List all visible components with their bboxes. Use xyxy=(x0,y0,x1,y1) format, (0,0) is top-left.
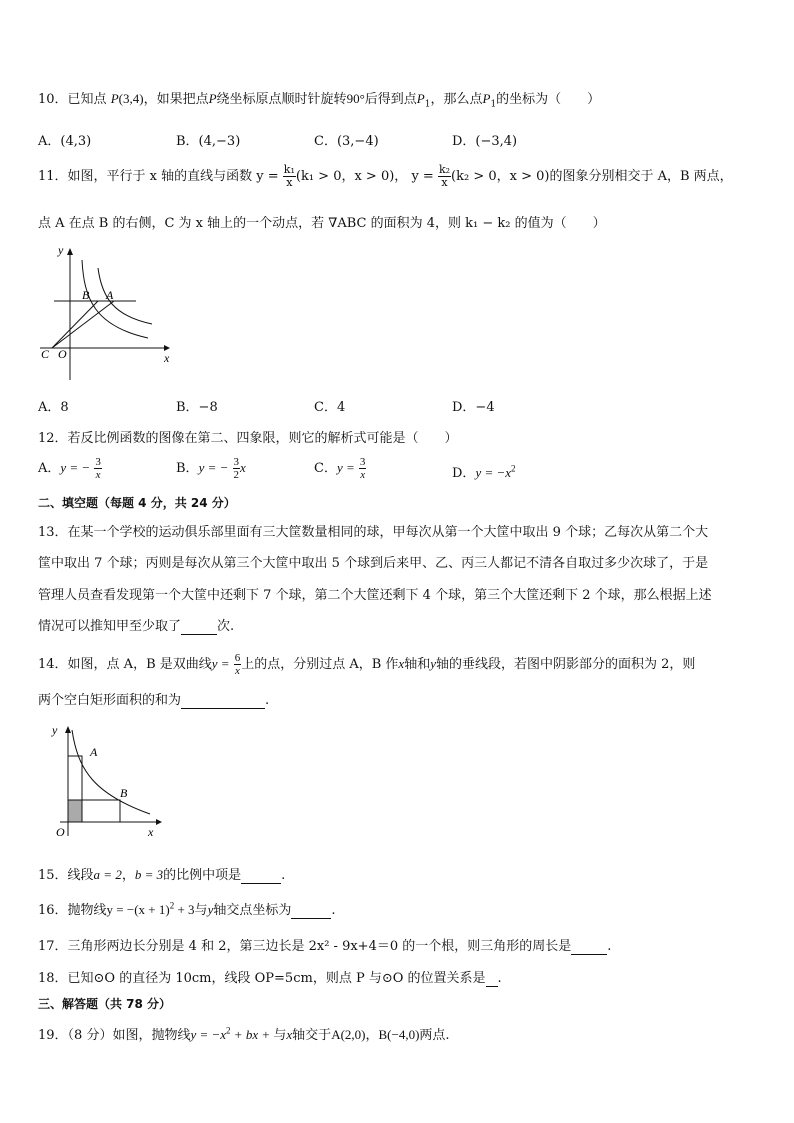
q10-option-c: C．(3,−4) xyxy=(314,134,379,149)
q11-segment-ca xyxy=(52,301,114,348)
q11-figure xyxy=(36,238,176,386)
q14-rect-b xyxy=(82,800,120,822)
q13-line1: 13．在某一个学校的运动俱乐部里面有三大筐数量相同的球，甲每次从第一个大筐中取出 9 个球；乙每次从第二个大 xyxy=(38,525,709,540)
q14-shaded-rect xyxy=(68,800,82,822)
q12-option-b: B．y = − $\frac{3}{2}$ x xyxy=(176,456,246,481)
q17-stem: 17．三角形两边长分别是 4 和 2，第三边长是 2x² - 9x+4＝0 的一个根，则三角形的周长是 . xyxy=(38,939,612,954)
q11-stem: 11．如图，平行于 x 轴的直线与函数 y = $\frac{\text{k₁}}{x}$ (k₁ > 0，x > 0)， y = $\frac{\text{k₂}}{x}$ (k₂ > 0，x > 0)的图象分别相交于 A，B 两点， xyxy=(38,163,733,189)
q14-y-arrow xyxy=(65,726,71,733)
q14-hyperbola xyxy=(72,730,150,814)
q11-option-a: A．8 xyxy=(38,400,69,415)
q12-option-a: A．y = − $\frac{3}{x}$ xyxy=(38,456,101,481)
q11-option-c: C．4 xyxy=(314,400,346,415)
q11-label-y: y xyxy=(58,243,64,257)
q13-answer-blank[interactable] xyxy=(181,619,217,635)
q10-option-b: B．(4,−3) xyxy=(176,134,241,149)
q10-stem: 10．已知点 P(3,4)，如果把点P绕坐标原点顺时针旋转90°后得到点$P_1$，那么点$P_1$的坐标为（ ） xyxy=(38,91,601,110)
q15-stem: 15．线段a = 2，b = 3的比例中项是 . xyxy=(38,867,286,883)
q11-y-arrow xyxy=(67,248,73,255)
q12-stem: 12．若反比例函数的图像在第二、四象限，则它的解析式可能是（ ） xyxy=(38,431,458,446)
q12-option-c: C．y = $\frac{3}{x}$ xyxy=(314,456,366,481)
q12-option-d: D．$y = -x^2$ xyxy=(452,463,516,481)
q14-answer-blank[interactable] xyxy=(181,693,265,709)
q14-label-o: O xyxy=(56,825,65,839)
section-fill-in-title: 二、填空题（每题 4 分，共 24 分） xyxy=(38,496,236,510)
q11-fraction-2: $\frac{\text{k₂}}{x}$ xyxy=(438,163,451,189)
q13-line4: 情况可以推知甲至少取了 次. xyxy=(38,619,235,634)
q11-stem-line2: 点 A 在点 B 的右侧，C 为 x 轴上的一个动点，若 ∇ABC 的面积为 4，则 k₁ − k₂ 的值为（ ） xyxy=(38,216,606,231)
q19-stem: 19．（8 分）如图，抛物线$y = -x^2$ + bx + 与x轴交于A(2,0)，B(−4,0)两点. xyxy=(38,1025,450,1043)
q14-stem: 14．如图，点 A，B 是双曲线y = $\frac{6}{x}$ 上的点，分别过点 A，B 作x轴和y轴的垂线段，若图中阴影部分的面积为 2，则 xyxy=(38,652,696,677)
q18-answer-blank[interactable] xyxy=(486,971,498,987)
q14-label-a: A xyxy=(90,745,98,759)
q14-rect-a xyxy=(68,756,82,800)
q11-label-c: C xyxy=(41,347,50,361)
q11-label-a: A xyxy=(106,288,114,302)
q16-answer-blank[interactable] xyxy=(291,903,331,919)
q11-curve-k2 xyxy=(82,260,148,338)
q10-option-a: A．(4,3) xyxy=(38,134,92,149)
q13-line3: 管理人员查看发现第一个大筐中还剩下 7 个球，第二个大筐还剩下 4 个球，第三个大筐还剩下 2 个球，那么根据上述 xyxy=(38,588,712,603)
section-answer-title: 三、解答题（共 78 分） xyxy=(38,997,172,1011)
q14-line2: 两个空白矩形面积的和为 . xyxy=(38,693,270,708)
q14-figure xyxy=(46,720,176,844)
q10-option-d: D．(−3,4) xyxy=(452,134,518,149)
q14-label-b: B xyxy=(120,786,128,800)
q13-line2: 筐中取出 7 个球；丙则是每次从第三个大筐中取出 5 个球到后来甲、乙、丙三人都记不清各自取过多少次球了，于是 xyxy=(38,556,709,571)
q11-label-x: x xyxy=(164,351,170,365)
q16-stem: 16．抛物线$y = -(x + 1)^2 + 3$与y轴交点坐标为 . xyxy=(38,900,336,918)
q14-label-x: x xyxy=(148,825,154,839)
q14-label-y: y xyxy=(52,723,58,737)
q14-x-arrow xyxy=(156,819,162,825)
q15-answer-blank[interactable] xyxy=(241,868,281,884)
q11-label-o: O xyxy=(58,347,67,361)
q17-answer-blank[interactable] xyxy=(571,939,607,955)
q11-option-d: D．−4 xyxy=(452,400,495,415)
q11-label-b: B xyxy=(82,288,90,302)
q11-fraction-1: $\frac{\text{k₁}}{x}$ xyxy=(283,163,295,189)
q18-stem: 18．已知⊙O 的直径为 10cm，线段 OP=5cm，则点 P 与⊙O 的位置关系是 . xyxy=(38,971,502,986)
q11-option-b: B．−8 xyxy=(176,400,218,415)
q11-segment-cb xyxy=(52,301,98,348)
